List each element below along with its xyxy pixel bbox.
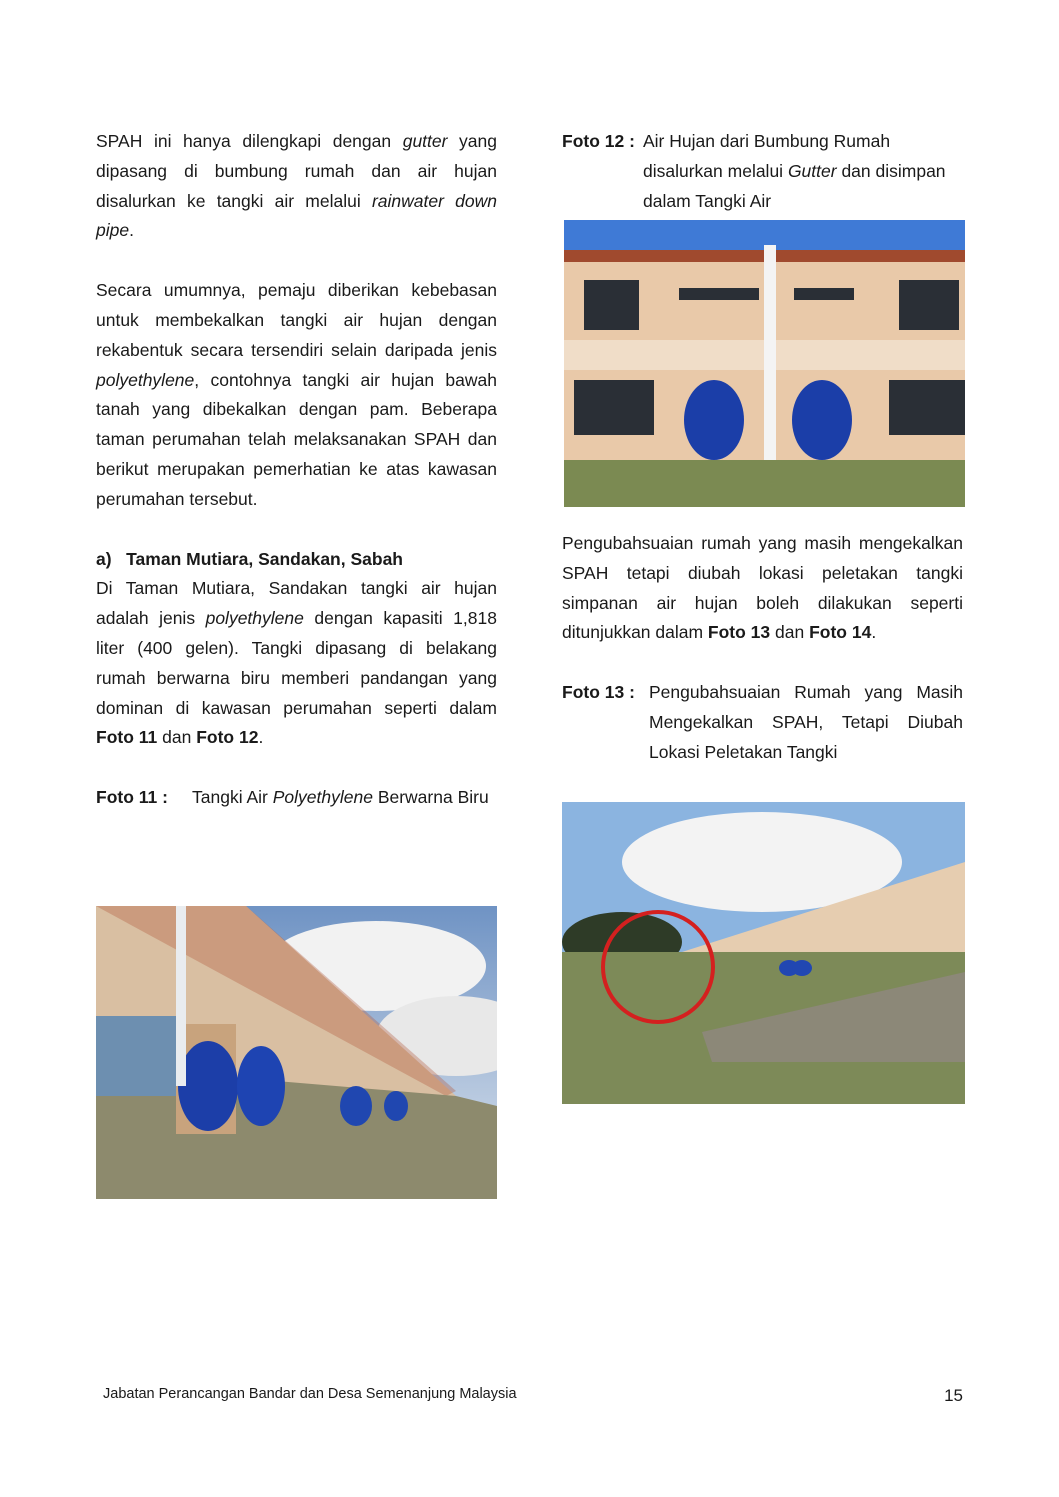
section-heading: a) Taman Mutiara, Sandakan, Sabah: [96, 548, 403, 569]
page-footer: [103, 1386, 963, 1406]
page-number: 15: [944, 1386, 963, 1405]
photo-12-gutter-tanks: [564, 220, 965, 507]
left-column: [96, 127, 497, 813]
caption-foto-12: Foto 12 : Air Hujan dari Bumbung Rumah disalurkan melalui Gutter dan disimpan dalam Tangki Air: [562, 131, 946, 211]
footer-organization: Jabatan Perancangan Bandar dan Desa Semenanjung Malaysia: [103, 1386, 517, 1402]
photo-13-relocated-tank: [562, 802, 965, 1104]
paragraph-4: Pengubahsuaian rumah yang masih mengekalkan SPAH tetapi diubah lokasi peletakan tangki simpanan air hujan boleh dilakukan seperti ditunjukkan dalam Foto 13 dan Foto 14.: [562, 533, 963, 643]
right-column-lower: [562, 529, 963, 768]
caption-foto-11: Foto 11 : Tangki Air Polyethylene Berwarna Biru: [96, 787, 489, 808]
right-column: [562, 127, 963, 216]
paragraph-2: Secara umumnya, pemaju diberikan kebebasan untuk membekalkan tangki air hujan dengan rekabentuk secara tersendiri selain daripada jenis polyethylene, contohnya tangki air hujan bawah tanah yang dibekalkan dengan pam. Beberapa taman perumahan telah melaksanakan SPAH dan berikut merupakan pemerhatian ke atas kawasan perumahan tersebut.: [96, 280, 497, 509]
paragraph-3: Di Taman Mutiara, Sandakan tangki air hujan adalah jenis polyethylene dengan kapasiti 1,818 liter (400 gelen). Tangki dipasang di belakang rumah berwarna biru memberi pandangan yang dominan di kawasan perumahan seperti dalam Foto 11 dan Foto 12.: [96, 578, 497, 748]
caption-foto-13: Foto 13 : Pengubahsuaian Rumah yang Masih Mengekalkan SPAH, Tetapi Diubah Lokasi Peletakan Tangki: [562, 682, 963, 762]
paragraph-1: SPAH ini hanya dilengkapi dengan gutter yang dipasang di bumbung rumah dan air hujan disalurkan ke tangki air melalui rainwater down pipe.: [96, 131, 498, 241]
photo-11-blue-tanks: [96, 906, 497, 1199]
